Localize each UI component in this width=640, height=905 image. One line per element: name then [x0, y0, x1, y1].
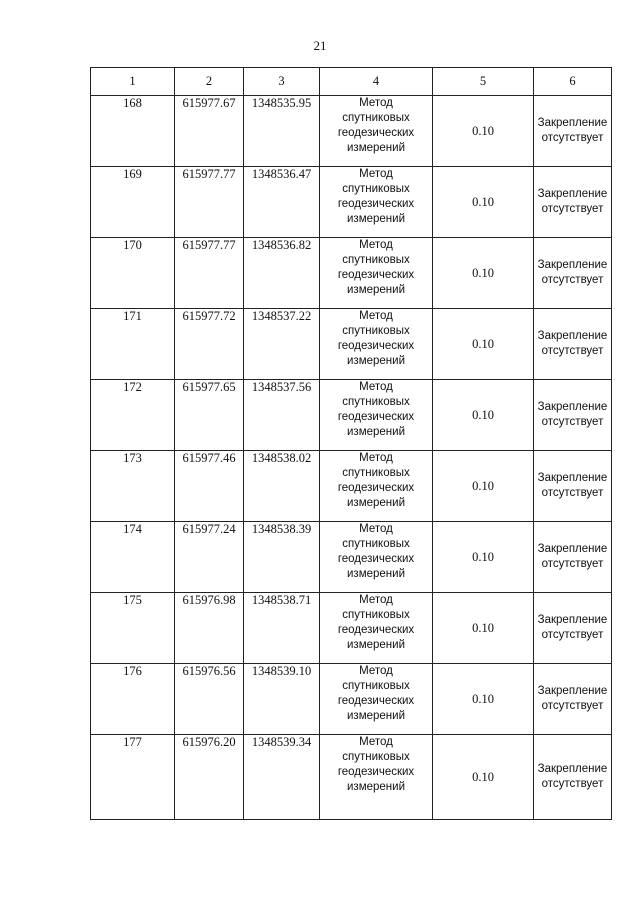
method-line: измерений [347, 710, 405, 722]
method-cell [320, 664, 433, 735]
method-line: спутниковых [342, 325, 410, 337]
method-line: спутниковых [342, 254, 410, 266]
accuracy-cell: 0.10 [433, 735, 534, 820]
method-line: геодезических [337, 269, 415, 281]
method-line: измерений [347, 639, 405, 651]
method-cell [320, 380, 433, 451]
method-line: спутниковых [342, 609, 410, 621]
method-cell [320, 593, 433, 664]
fixing-cell [534, 664, 612, 735]
method-line: спутниковых [342, 396, 410, 408]
accuracy-cell: 0.10 [433, 238, 534, 309]
point-number-cell: 175 [91, 593, 175, 664]
point-number-cell: 177 [91, 735, 175, 820]
point-number-cell: 171 [91, 309, 175, 380]
fixing-cell [534, 380, 612, 451]
column-header: 5 [433, 68, 534, 96]
method-line: измерений [347, 355, 405, 367]
table-row [91, 735, 612, 820]
method-cell [320, 238, 433, 309]
method-line: измерений [347, 284, 405, 296]
fixing-cell [534, 451, 612, 522]
accuracy-cell: 0.10 [433, 451, 534, 522]
fixing-line: Закрепление [537, 117, 608, 129]
accuracy-cell: 0.10 [433, 522, 534, 593]
method-line: измерений [347, 426, 405, 438]
method-cell [320, 522, 433, 593]
method-cell [320, 451, 433, 522]
accuracy-cell: 0.10 [433, 167, 534, 238]
method-line: геодезических [337, 553, 415, 565]
method-line: Метод [359, 523, 393, 535]
accuracy-cell: 0.10 [433, 593, 534, 664]
point-number-cell: 174 [91, 522, 175, 593]
method-line: геодезических [337, 127, 415, 139]
point-number-cell: 169 [91, 167, 175, 238]
y-coordinate-cell: 1348537.22 [244, 309, 320, 380]
fixing-cell [534, 309, 612, 380]
x-coordinate-cell: 615977.77 [175, 238, 244, 309]
y-coordinate-cell: 1348536.82 [244, 238, 320, 309]
fixing-line: Закрепление [537, 330, 608, 342]
fixing-cell [534, 96, 612, 167]
table-row [91, 238, 612, 309]
fixing-line: отсутствует [541, 700, 604, 712]
fixing-line: Закрепление [537, 614, 608, 626]
fixing-cell [534, 238, 612, 309]
table-row [91, 593, 612, 664]
y-coordinate-cell: 1348539.34 [244, 735, 320, 820]
method-line: измерений [347, 213, 405, 225]
accuracy-cell: 0.10 [433, 96, 534, 167]
x-coordinate-cell: 615976.20 [175, 735, 244, 820]
method-cell [320, 309, 433, 380]
fixing-line: отсутствует [541, 274, 604, 286]
table-row [91, 96, 612, 167]
method-line: Метод [359, 381, 393, 393]
table-row [91, 167, 612, 238]
fixing-cell [534, 167, 612, 238]
method-line: спутниковых [342, 183, 410, 195]
x-coordinate-cell: 615977.67 [175, 96, 244, 167]
y-coordinate-cell: 1348538.02 [244, 451, 320, 522]
method-line: измерений [347, 142, 405, 154]
x-coordinate-cell: 615977.77 [175, 167, 244, 238]
method-line: Метод [359, 452, 393, 464]
fixing-line: отсутствует [541, 203, 604, 215]
method-line: геодезических [337, 198, 415, 210]
method-line: измерений [347, 497, 405, 509]
x-coordinate-cell: 615976.56 [175, 664, 244, 735]
fixing-cell [534, 735, 612, 820]
method-line: спутниковых [342, 467, 410, 479]
fixing-cell [534, 522, 612, 593]
method-line: измерений [347, 568, 405, 580]
method-line: спутниковых [342, 112, 410, 124]
method-line: спутниковых [342, 751, 410, 763]
method-cell [320, 735, 433, 820]
method-line: Метод [359, 168, 393, 180]
method-line: спутниковых [342, 538, 410, 550]
page-number: 21 [313, 38, 327, 53]
method-line: геодезических [337, 482, 415, 494]
fixing-line: отсутствует [541, 132, 604, 144]
method-line: Метод [359, 239, 393, 251]
fixing-line: Закрепление [537, 763, 608, 775]
point-number-cell: 172 [91, 380, 175, 451]
method-cell [320, 167, 433, 238]
fixing-line: отсутствует [541, 416, 604, 428]
method-line: геодезических [337, 340, 415, 352]
method-line: Метод [359, 310, 393, 322]
method-cell [320, 96, 433, 167]
y-coordinate-cell: 1348535.95 [244, 96, 320, 167]
x-coordinate-cell: 615977.46 [175, 451, 244, 522]
fixing-cell [534, 593, 612, 664]
fixing-line: Закрепление [537, 543, 608, 555]
fixing-line: отсутствует [541, 487, 604, 499]
fixing-line: Закрепление [537, 685, 608, 697]
point-number-cell: 170 [91, 238, 175, 309]
point-number-cell: 168 [91, 96, 175, 167]
method-line: измерений [347, 781, 405, 793]
column-header: 2 [175, 68, 244, 96]
column-header: 6 [534, 68, 612, 96]
method-line: геодезических [337, 624, 415, 636]
accuracy-cell: 0.10 [433, 664, 534, 735]
coordinates-table [90, 67, 612, 820]
method-line: Метод [359, 594, 393, 606]
x-coordinate-cell: 615977.24 [175, 522, 244, 593]
method-line: Метод [359, 736, 393, 748]
table-row [91, 380, 612, 451]
fixing-line: отсутствует [541, 558, 604, 570]
fixing-line: отсутствует [541, 778, 604, 790]
column-header: 3 [244, 68, 320, 96]
y-coordinate-cell: 1348539.10 [244, 664, 320, 735]
table-body [91, 96, 612, 820]
fixing-line: отсутствует [541, 629, 604, 641]
fixing-line: Закрепление [537, 188, 608, 200]
method-line: геодезических [337, 766, 415, 778]
method-line: спутниковых [342, 680, 410, 692]
fixing-line: Закрепление [537, 259, 608, 271]
x-coordinate-cell: 615977.65 [175, 380, 244, 451]
method-line: геодезических [337, 695, 415, 707]
method-line: геодезических [337, 411, 415, 423]
column-header: 1 [91, 68, 175, 96]
fixing-line: Закрепление [537, 472, 608, 484]
y-coordinate-cell: 1348538.39 [244, 522, 320, 593]
x-coordinate-cell: 615977.72 [175, 309, 244, 380]
fixing-line: отсутствует [541, 345, 604, 357]
point-number-cell: 176 [91, 664, 175, 735]
fixing-line: Закрепление [537, 401, 608, 413]
x-coordinate-cell: 615976.98 [175, 593, 244, 664]
point-number-cell: 173 [91, 451, 175, 522]
header-row [91, 68, 612, 96]
column-header: 4 [320, 68, 433, 96]
method-line: Метод [359, 97, 393, 109]
y-coordinate-cell: 1348537.56 [244, 380, 320, 451]
y-coordinate-cell: 1348538.71 [244, 593, 320, 664]
table-row [91, 451, 612, 522]
y-coordinate-cell: 1348536.47 [244, 167, 320, 238]
table-row [91, 664, 612, 735]
table-row [91, 309, 612, 380]
method-line: Метод [359, 665, 393, 677]
accuracy-cell: 0.10 [433, 380, 534, 451]
table-row [91, 522, 612, 593]
accuracy-cell: 0.10 [433, 309, 534, 380]
